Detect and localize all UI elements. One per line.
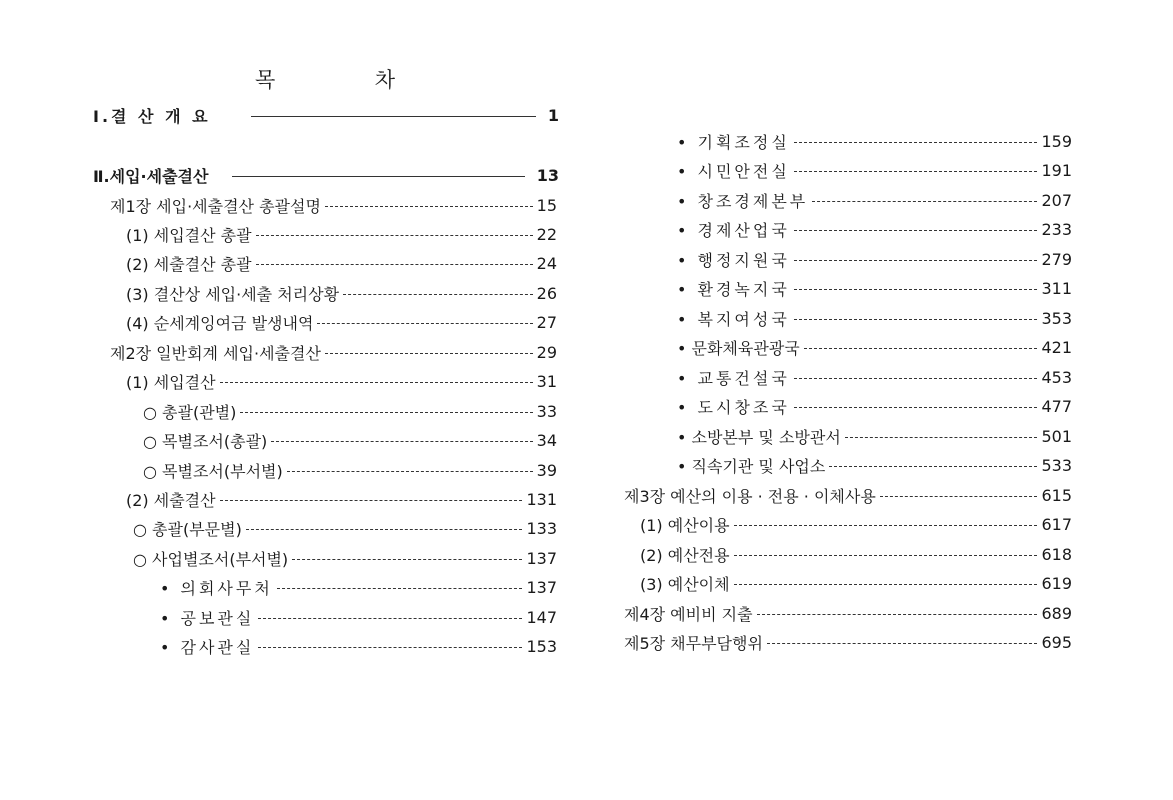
toc-entry-page: 618	[1041, 544, 1072, 564]
title-char-1: 목	[255, 68, 276, 92]
toc-entry-label: ○ 목별조서(부서별)	[143, 461, 283, 481]
toc-entry-page: 147	[526, 607, 557, 627]
toc-entry-page: 34	[536, 430, 557, 450]
toc-leader	[804, 348, 1038, 349]
toc-entry[interactable]	[143, 428, 557, 452]
toc-leader	[343, 294, 533, 295]
toc-entry-label: • 의회사무처	[160, 578, 273, 598]
toc-entry-page: 233	[1041, 219, 1072, 239]
toc-entry-label: (1) 세입결산 총괄	[126, 225, 252, 245]
toc-leader	[734, 584, 1038, 585]
toc-leader	[292, 559, 522, 560]
toc-entry-label: • 창조경제본부	[677, 191, 809, 211]
toc-entry-label: Ⅱ.세입·세출결산	[93, 166, 209, 186]
toc-entry-page: 617	[1041, 514, 1072, 534]
toc-entry-page: 33	[536, 401, 557, 421]
toc-entry[interactable]	[677, 365, 1072, 389]
toc-entry-label: 제5장 채무부담행위	[624, 633, 763, 653]
toc-entry-page: 477	[1041, 396, 1072, 416]
toc-leader	[317, 323, 532, 324]
toc-leader	[812, 201, 1037, 202]
toc-entry-page: 695	[1041, 632, 1072, 652]
toc-entry[interactable]	[143, 458, 557, 482]
toc-leader	[240, 412, 532, 413]
toc-leader	[794, 289, 1038, 290]
toc-entry[interactable]	[126, 222, 557, 246]
toc-entry-label: • 행정지원국	[677, 250, 790, 270]
toc-entry-page: 353	[1041, 308, 1072, 328]
toc-leader	[794, 378, 1038, 379]
toc-leader	[734, 555, 1038, 556]
toc-entry-label: (2) 세출결산 총괄	[126, 254, 252, 274]
toc-entry-page: 27	[536, 312, 557, 332]
toc-entry-page: 311	[1041, 278, 1072, 298]
toc-entry-label: (3) 결산상 세입·세출 처리상황	[126, 284, 340, 304]
toc-entry-label: • 공보관실	[160, 608, 255, 628]
toc-entry[interactable]	[126, 369, 557, 393]
toc-entry-page: 615	[1041, 485, 1072, 505]
toc-entry[interactable]	[677, 276, 1072, 300]
toc-entry[interactable]	[126, 251, 557, 275]
toc-entry-page: 207	[1041, 190, 1072, 210]
toc-entry[interactable]	[126, 281, 557, 305]
toc-leader	[277, 588, 523, 589]
toc-entry[interactable]	[677, 394, 1072, 418]
toc-entry-label: • 교통건설국	[677, 368, 790, 388]
toc-entry[interactable]	[110, 193, 557, 217]
toc-entry-label: (3) 예산이체	[640, 574, 730, 594]
toc-leader	[256, 264, 533, 265]
toc-leader	[258, 618, 522, 619]
toc-entry-label: (4) 순세계잉여금 발생내역	[126, 313, 314, 333]
toc-entry-label: • 기획조정실	[677, 132, 790, 152]
toc-entry-page: 421	[1041, 337, 1072, 357]
toc-leader	[256, 235, 533, 236]
toc-entry-page: 26	[536, 283, 557, 303]
toc-leader	[287, 471, 533, 472]
toc-entry[interactable]	[640, 542, 1072, 566]
toc-entry-label: • 경제산업국	[677, 220, 790, 240]
toc-entry-label: ○ 총괄(부문별)	[133, 519, 242, 539]
toc-entry[interactable]	[133, 546, 557, 570]
toc-entry-label: • 시민안전실	[677, 161, 790, 181]
toc-entry-label: • 소방본부 및 소방관서	[677, 427, 841, 447]
toc-leader	[325, 353, 533, 354]
toc-entry-label: • 문화체육관광국	[677, 338, 800, 358]
toc-entry-page: 279	[1041, 249, 1072, 269]
toc-leader	[757, 614, 1038, 615]
toc-entry-page: 133	[526, 518, 557, 538]
toc-entry[interactable]	[677, 335, 1072, 359]
toc-entry-page: 22	[536, 224, 557, 244]
toc-entry-label: Ⅰ.결 산 개 요	[93, 106, 211, 126]
toc-entry[interactable]	[677, 247, 1072, 271]
toc-entry[interactable]	[126, 310, 557, 334]
toc-leader	[220, 382, 533, 383]
toc-entry-label: ○ 총괄(관별)	[143, 402, 237, 422]
toc-entry[interactable]	[133, 516, 557, 540]
toc-entry[interactable]	[677, 306, 1072, 330]
toc-entry[interactable]	[93, 163, 559, 187]
toc-entry-page: 31	[536, 371, 557, 391]
toc-leader	[246, 529, 523, 530]
toc-entry[interactable]	[160, 634, 557, 658]
toc-leader	[845, 437, 1038, 438]
toc-leader	[767, 643, 1038, 644]
toc-leader	[794, 171, 1038, 172]
toc-entry-label: (1) 세입결산	[126, 372, 216, 392]
toc-entry-page: 153	[526, 636, 557, 656]
toc-entry-label: • 복지여성국	[677, 309, 790, 329]
toc-entry-label: • 환경녹지국	[677, 279, 790, 299]
toc-entry-page: 1	[547, 105, 559, 125]
toc-entry-page: 137	[526, 548, 557, 568]
toc-entry-page: 24	[536, 253, 557, 273]
toc-entry[interactable]	[677, 217, 1072, 241]
toc-leader	[251, 116, 536, 117]
toc-entry-label: ○ 사업별조서(부서별)	[133, 549, 289, 569]
title-char-2: 차	[374, 68, 395, 92]
toc-entry[interactable]	[126, 487, 557, 511]
toc-entry-page: 533	[1041, 455, 1072, 475]
toc-leader	[258, 647, 522, 648]
toc-leader	[794, 142, 1038, 143]
toc-entry-label: • 도시창조국	[677, 397, 790, 417]
toc-entry[interactable]	[677, 424, 1072, 448]
toc-entry-page: 501	[1041, 426, 1072, 446]
toc-entry[interactable]	[160, 575, 557, 599]
toc-leader	[794, 260, 1038, 261]
toc-entry[interactable]	[640, 571, 1072, 595]
toc-entry[interactable]	[677, 188, 1072, 212]
toc-entry[interactable]	[110, 340, 557, 364]
toc-entry-label: • 감사관실	[160, 637, 255, 657]
toc-entry-page: 453	[1041, 367, 1072, 387]
toc-entry-page: 689	[1041, 603, 1072, 623]
toc-entry-label: (2) 세출결산	[126, 490, 216, 510]
toc-leader	[271, 441, 532, 442]
toc-leader	[880, 496, 1038, 497]
toc-leader	[734, 525, 1038, 526]
toc-entry[interactable]	[677, 158, 1072, 182]
toc-entry-page: 191	[1041, 160, 1072, 180]
toc-entry[interactable]	[160, 605, 557, 629]
toc-entry[interactable]	[677, 453, 1072, 477]
toc-entry-page: 619	[1041, 573, 1072, 593]
toc-entry-page: 39	[536, 460, 557, 480]
toc-entry-label: ○ 목별조서(총괄)	[143, 431, 268, 451]
toc-entry-label: 제4장 예비비 지출	[624, 604, 753, 624]
toc-entry-label: • 직속기관 및 사업소	[677, 456, 826, 476]
toc-entry-label: (2) 예산전용	[640, 545, 730, 565]
toc-leader	[794, 319, 1038, 320]
toc-entry[interactable]	[640, 512, 1072, 536]
toc-leader	[232, 176, 524, 177]
toc-leader	[794, 407, 1038, 408]
toc-entry[interactable]	[93, 103, 559, 127]
toc-entry-label: 제3장 예산의 이용 · 전용 · 이체사용	[624, 486, 876, 506]
toc-entry-page: 15	[536, 195, 557, 215]
toc-entry[interactable]	[677, 129, 1072, 153]
toc-leader	[325, 206, 533, 207]
toc-entry-page: 13	[536, 165, 559, 185]
toc-leader	[794, 230, 1038, 231]
toc-entry-label: (1) 예산이용	[640, 515, 730, 535]
toc-entry[interactable]	[624, 630, 1072, 654]
toc-entry-page: 159	[1041, 131, 1072, 151]
toc-entry-label: 제2장 일반회계 세입·세출결산	[110, 343, 321, 363]
toc-entry-page: 131	[526, 489, 557, 509]
toc-entry[interactable]	[624, 483, 1072, 507]
toc-entry-label: 제1장 세입·세출결산 총괄설명	[110, 196, 321, 216]
toc-entry[interactable]	[143, 399, 557, 423]
toc-entry-page: 137	[526, 577, 557, 597]
toc-leader	[220, 500, 523, 501]
toc-entry-page: 29	[536, 342, 557, 362]
page-title	[255, 64, 395, 94]
toc-leader	[829, 466, 1037, 467]
toc-entry[interactable]	[624, 601, 1072, 625]
